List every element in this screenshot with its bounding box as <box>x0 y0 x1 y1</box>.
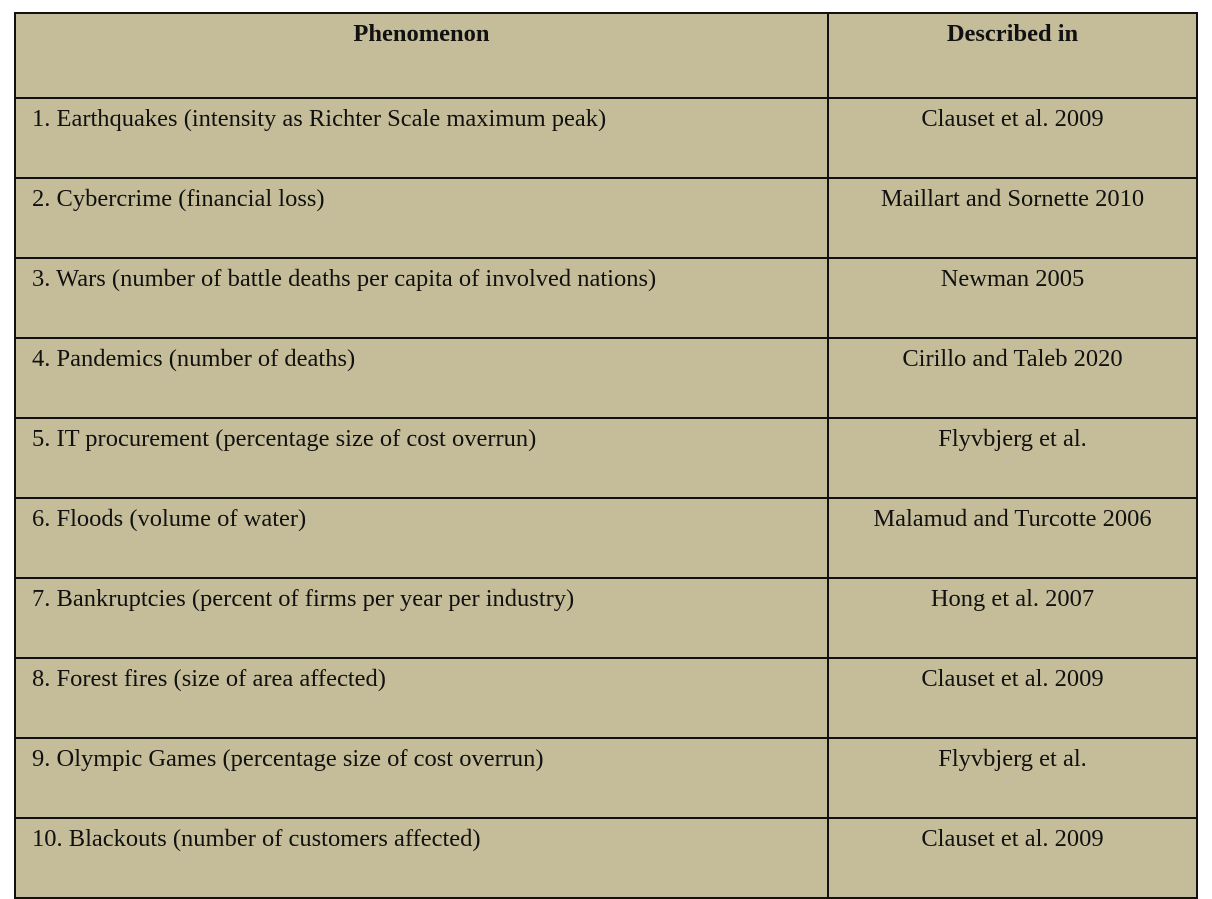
source-cell: Maillart and Sornette 2010 <box>828 178 1197 258</box>
source-cell: Clauset et al. 2009 <box>828 818 1197 898</box>
source-cell: Clauset et al. 2009 <box>828 658 1197 738</box>
phenomenon-cell: 5. IT procurement (percentage size of cost overrun) <box>15 418 828 498</box>
phenomenon-cell: 9. Olympic Games (percentage size of cost overrun) <box>15 738 828 818</box>
phenomena-table <box>14 12 1198 899</box>
phenomenon-cell: 8. Forest fires (size of area affected) <box>15 658 828 738</box>
table-row <box>15 258 1197 338</box>
source-cell: Cirillo and Taleb 2020 <box>828 338 1197 418</box>
source-cell: Flyvbjerg et al. <box>828 738 1197 818</box>
phenomenon-cell: 3. Wars (number of battle deaths per capita of involved nations) <box>15 258 828 338</box>
table-row <box>15 498 1197 578</box>
phenomenon-cell: 4. Pandemics (number of deaths) <box>15 338 828 418</box>
table-row <box>15 98 1197 178</box>
header-row <box>15 13 1197 98</box>
table-row <box>15 818 1197 898</box>
phenomenon-cell: 6. Floods (volume of water) <box>15 498 828 578</box>
table-row <box>15 658 1197 738</box>
source-cell: Newman 2005 <box>828 258 1197 338</box>
source-cell: Flyvbjerg et al. <box>828 418 1197 498</box>
phenomenon-cell: 10. Blackouts (number of customers affected) <box>15 818 828 898</box>
table-row <box>15 738 1197 818</box>
table-row <box>15 338 1197 418</box>
table-row <box>15 418 1197 498</box>
table-row <box>15 578 1197 658</box>
header-described-in: Described in <box>828 13 1197 98</box>
phenomenon-cell: 2. Cybercrime (financial loss) <box>15 178 828 258</box>
source-cell: Hong et al. 2007 <box>828 578 1197 658</box>
source-cell: Malamud and Turcotte 2006 <box>828 498 1197 578</box>
table-row <box>15 178 1197 258</box>
source-cell: Clauset et al. 2009 <box>828 98 1197 178</box>
header-phenomenon: Phenomenon <box>15 13 828 98</box>
phenomenon-cell: 7. Bankruptcies (percent of firms per year per industry) <box>15 578 828 658</box>
phenomenon-cell: 1. Earthquakes (intensity as Richter Scale maximum peak) <box>15 98 828 178</box>
